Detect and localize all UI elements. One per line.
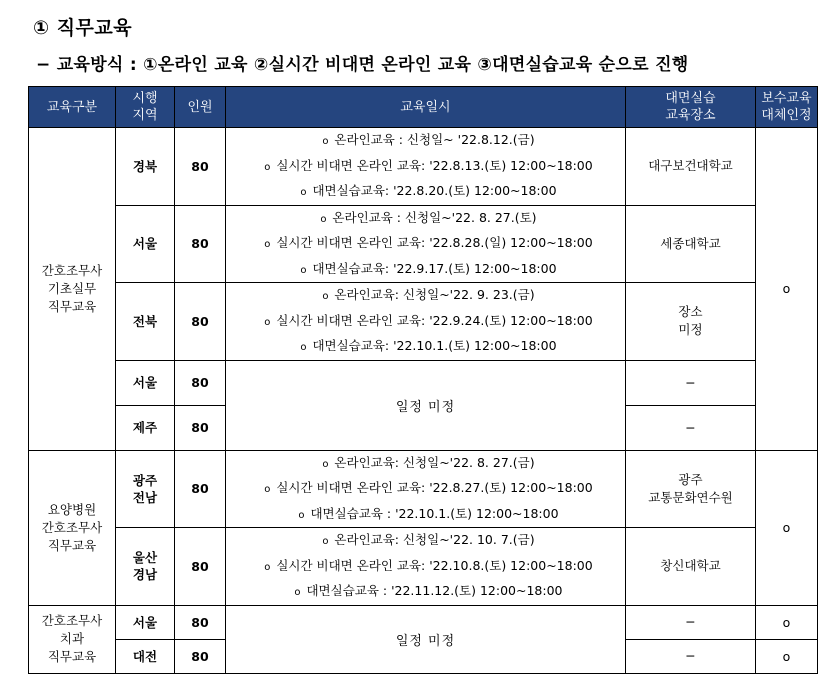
schedule-cell [226,283,626,361]
header-cert: 보수교육 대체인정 [756,87,818,128]
header-region: 시행 지역 [116,87,175,128]
cert-cell: o [756,450,818,605]
count-cell: 80 [175,205,226,283]
schedule-item: o 대면실습교육: '22.8.20.(토) 12:00~18:00 [300,183,557,198]
schedule-cell [226,450,626,528]
region-cell: 서울 [116,205,175,283]
count-cell: 80 [175,283,226,361]
region-cell: 광주 전남 [116,450,175,528]
region-cell: 경북 [116,128,175,206]
schedule-cell [226,528,626,606]
table-row [29,283,818,361]
place-cell: − [626,360,756,405]
region-cell: 대전 [116,639,175,673]
schedule-item: o 실시간 비대면 온라인 교육: '22.9.24.(토) 12:00~18:00 [264,312,593,328]
table-row [29,205,818,283]
schedule-item: o 실시간 비대면 온라인 교육: '22.8.28.(일) 12:00~18:00 [264,235,593,250]
place-cell: 대구보건대학교 [626,128,756,206]
count-cell: 80 [175,605,226,639]
schedule-item: o 온라인교육: 신청일~'22. 9. 23.(금) [322,287,535,302]
category-cell: 간호조무사 기초실무 직무교육 [29,128,116,451]
place-cell: 장소 미정 [626,283,756,361]
count-cell: 80 [175,360,226,405]
header-schedule: 교육일시 [226,87,626,128]
count-cell: 80 [175,639,226,673]
place-cell: − [626,639,756,673]
cert-cell: o [756,128,818,451]
place-cell: − [626,605,756,639]
region-cell: 서울 [116,605,175,639]
region-cell: 서울 [116,360,175,405]
header-count: 인원 [175,87,226,128]
region-cell: 울산 경남 [116,528,175,606]
schedule-item: o 대면실습교육: '22.10.1.(토) 12:00~18:00 [300,338,557,353]
schedule-item: o 대면실습교육 : '22.11.12.(토) 12:00~18:00 [294,583,563,598]
schedule-cell [226,205,626,283]
schedule-item: o 온라인교육 : 신청일~ '22.8.12.(금) [322,132,535,147]
schedule-item: o 실시간 비대면 온라인 교육: '22.10.8.(토) 12:00~18:00 [264,557,593,573]
schedule-item: o 대면실습교육: '22.9.17.(토) 12:00~18:00 [300,260,557,276]
region-cell: 전북 [116,283,175,361]
cert-cell: o [756,639,818,673]
place-cell: 세종대학교 [626,205,756,283]
count-cell: 80 [175,128,226,206]
table-row [29,528,818,606]
table-row [29,128,818,206]
count-cell: 80 [175,528,226,606]
cert-cell: o [756,605,818,639]
header-place: 대면실습 교육장소 [626,87,756,128]
schedule-item: o 실시간 비대면 온라인 교육: '22.8.13.(토) 12:00~18:00 [264,157,593,173]
education-schedule-table [28,86,818,674]
header-category: 교육구분 [29,87,116,128]
table-row [29,360,818,405]
schedule-item: o 실시간 비대면 온라인 교육: '22.8.27.(토) 12:00~18:00 [264,480,593,495]
table-row [29,450,818,528]
schedule-item: o 온라인교육: 신청일~'22. 8. 27.(금) [322,454,535,470]
region-cell: 제주 [116,405,175,450]
place-cell: 광주 교통문화연수원 [626,450,756,528]
schedule-cell [226,128,626,206]
place-cell: 창신대학교 [626,528,756,606]
table-row [29,605,818,639]
schedule-item: o 온라인교육 : 신청일~'22. 8. 27.(토) [320,209,537,225]
schedule-item: o 대면실습교육 : '22.10.1.(토) 12:00~18:00 [298,505,559,521]
count-cell: 80 [175,450,226,528]
place-cell: − [626,405,756,450]
category-cell: 요양병원 간호조무사 직무교육 [29,450,116,605]
section-title: ① 직무교육 [33,17,133,39]
education-method-line: − 교육방식 : ①온라인 교육 ②실시간 비대면 온라인 교육 ③대면실습교육 순으로 진행 [36,55,689,75]
schedule-tbd-cell: 일정 미정 [226,360,626,450]
schedule-item: o 온라인교육: 신청일~'22. 10. 7.(금) [322,532,535,547]
count-cell: 80 [175,405,226,450]
category-cell: 간호조무사 치과 직무교육 [29,605,116,673]
schedule-tbd-cell: 일정 미정 [226,605,626,673]
